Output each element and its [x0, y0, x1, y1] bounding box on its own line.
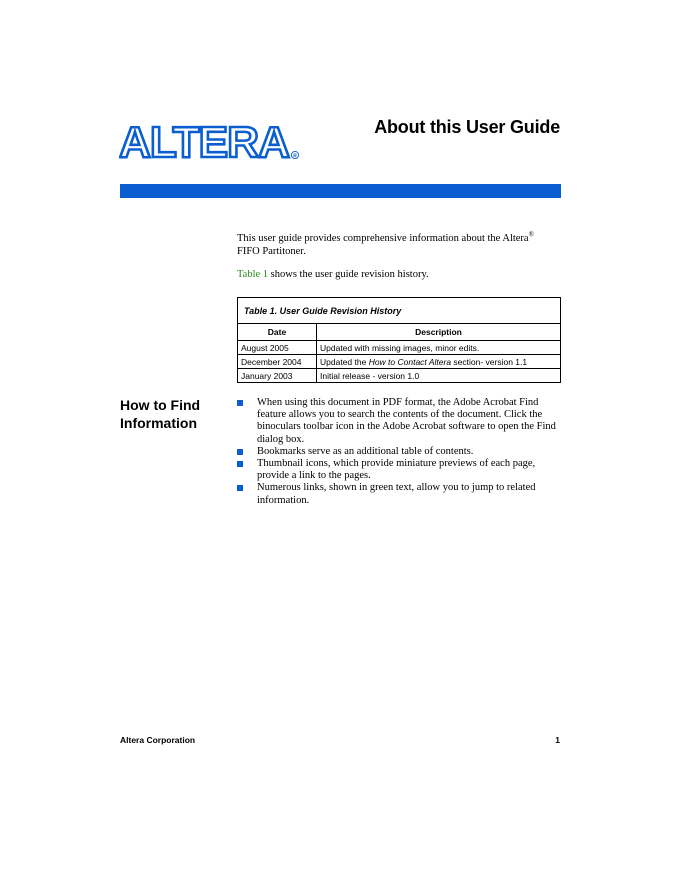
cell-description: Initial release - version 1.0: [317, 369, 561, 383]
cell-date: August 2005: [238, 341, 317, 355]
table-reference-text: shows the user guide revision history.: [268, 269, 429, 280]
desc-text: section- version 1.1: [451, 356, 528, 367]
intro-text: This user guide provides comprehensive information about the Altera: [237, 233, 529, 244]
square-bullet-icon: [237, 485, 243, 491]
list-item: [237, 446, 562, 458]
header-divider-bar: [120, 184, 561, 198]
altera-logo: [119, 119, 301, 161]
table-caption: Table 1. User Guide Revision History: [238, 298, 561, 324]
desc-text: Updated the: [320, 356, 369, 367]
logo-wordmark: ALTERA: [119, 119, 290, 161]
section-heading: How to Find Information: [120, 397, 201, 431]
list-item: [237, 482, 562, 506]
footer-company: Altera Corporation: [120, 735, 196, 745]
cell-description: Updated with missing images, minor edits.: [317, 341, 561, 355]
square-bullet-icon: [237, 461, 243, 467]
column-header-description: Description: [317, 324, 561, 341]
cell-description: [317, 355, 561, 369]
table-reference-paragraph: [237, 269, 562, 282]
list-item-text: Numerous links, shown in green text, allow you to jump to related information.: [257, 482, 536, 506]
table-row: [238, 369, 561, 383]
table-row: [238, 355, 561, 369]
table-1-link[interactable]: Table 1: [237, 269, 269, 280]
page-title: About this User Guide: [374, 117, 560, 137]
column-header-date: Date: [238, 324, 317, 341]
intro-paragraph: [237, 230, 562, 258]
svg-text:R: R: [293, 153, 297, 160]
how-to-contact-altera-ref: How to Contact Altera: [368, 356, 452, 367]
registered-mark: ®: [528, 230, 534, 239]
square-bullet-icon: [237, 400, 243, 406]
page-number: 1: [555, 735, 560, 745]
list-item: [237, 397, 562, 446]
list-item-text: Thumbnail icons, which provide miniature previews of each page, provide a link to the pages.: [257, 458, 536, 482]
cell-date: December 2004: [238, 355, 317, 369]
intro-text-product: FIFO Partitoner.: [237, 245, 306, 257]
list-item-text: Bookmarks serve as an additional table of contents.: [257, 445, 474, 457]
list-item: [237, 458, 562, 482]
list-item-text: When using this document in PDF format, the Adobe Acrobat Find feature allows you to search the contents of the document. Click the binoculars toolbar icon in the Adobe Acrobat software to open the Find dialog box.: [257, 397, 556, 445]
table-row: [238, 341, 561, 355]
bullet-list: [237, 397, 562, 507]
cell-date: January 2003: [238, 369, 317, 383]
square-bullet-icon: [237, 449, 243, 455]
revision-history-table: [237, 297, 561, 383]
